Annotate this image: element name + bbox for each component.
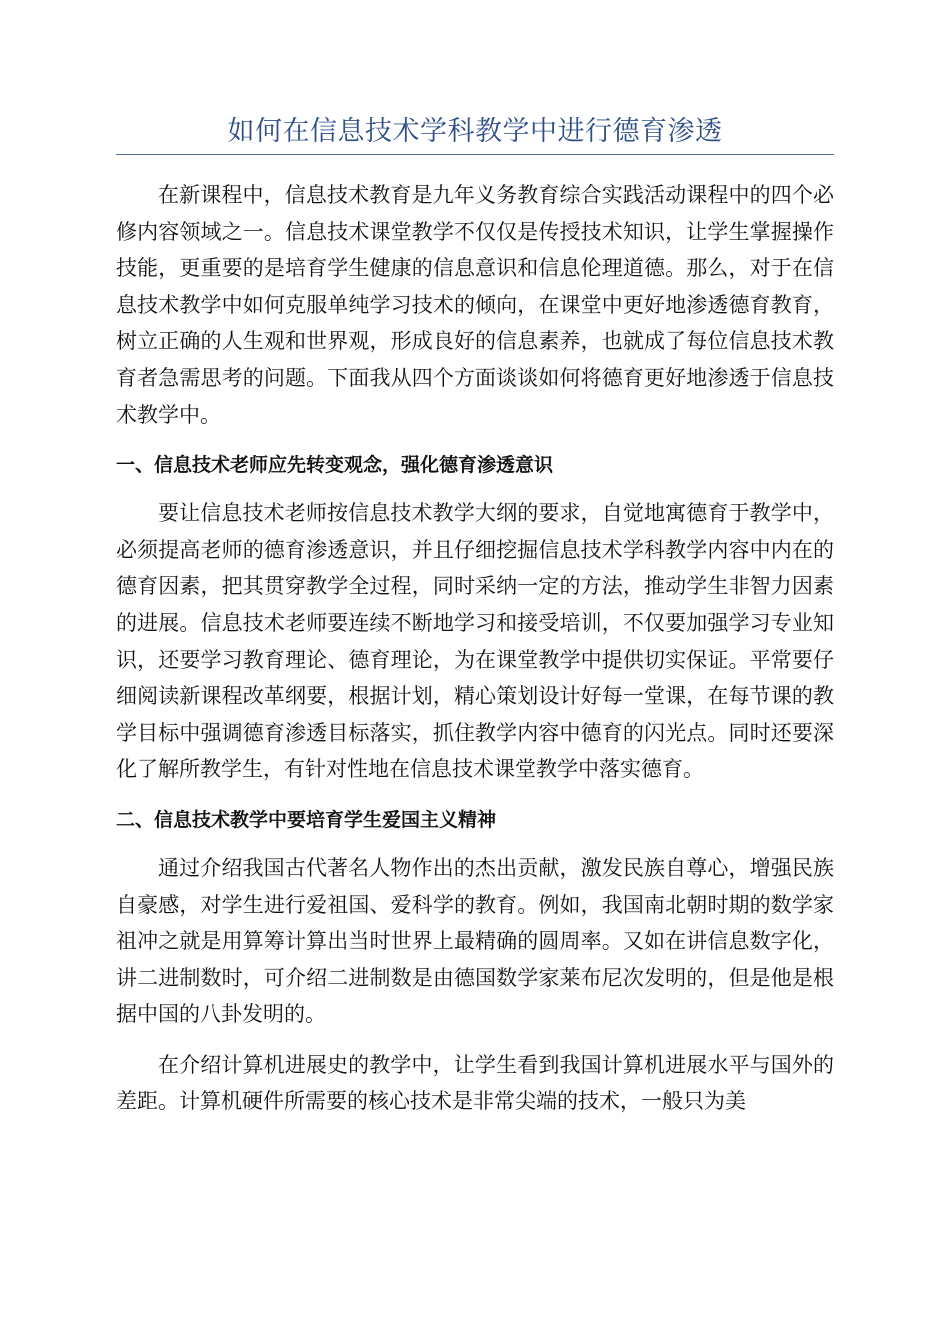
title-underline bbox=[116, 154, 834, 155]
document-title: 如何在信息技术学科教学中进行德育渗透 bbox=[227, 116, 723, 147]
section-heading-1: 一、信息技术老师应先转变观念，强化德育渗透意识 bbox=[116, 454, 554, 477]
section-2-paragraph-2: 在介绍计算机进展史的教学中，让学生看到我国计算机进展水平与国外的差距。计算机硬件所需要的核心技术是非常尖端的技术，一般只为美 bbox=[116, 1052, 834, 1114]
section-2-paragraph-1: 通过介绍我国古代著名人物作出的杰出贡献，激发民族自尊心，增强民族自豪感，对学生进行爱祖国、爱科学的教育。例如，我国南北朝时期的数学家祖冲之就是用算筹计算出当时世界上最精确的圆周率。又如在讲信息数字化，讲二进制数时，可介绍二进制数是由德国数学家莱布尼次发明的，但是他是根据中国的八卦发明的。 bbox=[116, 855, 834, 1027]
intro-paragraph: 在新课程中，信息技术教育是九年义务教育综合实践活动课程中的四个必修内容领域之一。信息技术课堂教学不仅仅是传授技术知识，让学生掌握操作技能，更重要的是培育学生健康的信息意识和信息伦理道德。那么，对于在信息技术教学中如何克服单纯学习技术的倾向，在课堂中更好地渗透德育教育，树立正确的人生观和世界观，形成良好的信息素养，也就成了每位信息技术教育者急需思考的问题。下面我从四个方面谈谈如何将德育更好地渗透于信息技术教学中。 bbox=[116, 183, 834, 427]
section-heading-2: 二、信息技术教学中要培育学生爱国主义精神 bbox=[116, 808, 497, 831]
document-page bbox=[116, 112, 834, 1120]
section-1-paragraph: 要让信息技术老师按信息技术教学大纲的要求，自觉地寓德育于教学中，必须提高老师的德育渗透意识，并且仔细挖掘信息技术学科教学内容中内在的德育因素，把其贯穿教学全过程，同时采纳一定的方法，推动学生非智力因素的进展。信息技术老师要连续不断地学习和接受培训，不仅要加强学习专业知识，还要学习教育理论、德育理论，为在课堂教学中提供切实保证。平常要仔细阅读新课程改革纲要，根据计划，精心策划设计好每一堂课，在每节课的教学目标中强调德育渗透目标落实，抓住教学内容中德育的闪光点。同时还要深化了解所教学生，有针对性地在信息技术课堂教学中落实德育。 bbox=[116, 501, 834, 782]
